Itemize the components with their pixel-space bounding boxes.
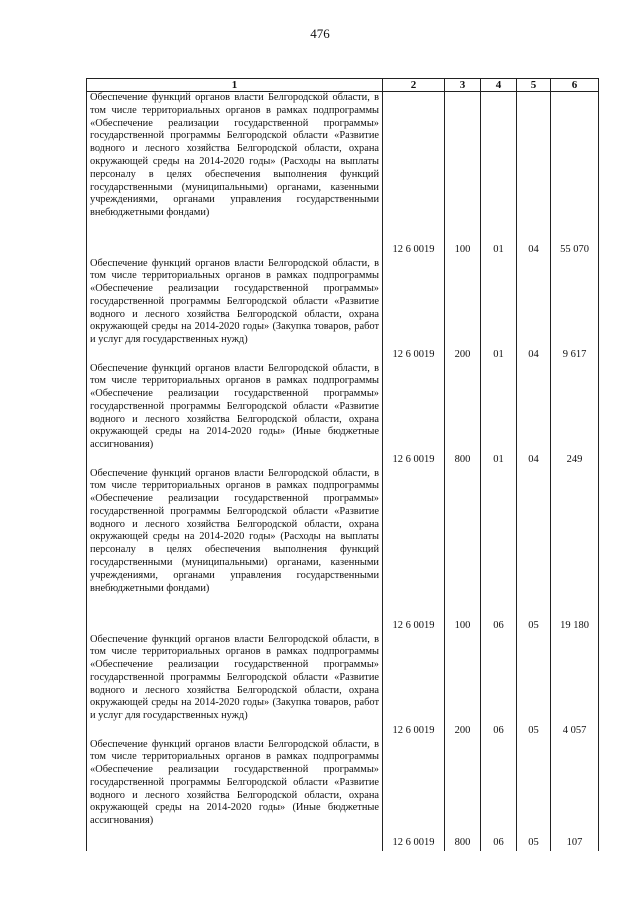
table-row <box>87 634 599 739</box>
table-row <box>87 92 599 258</box>
row-description: Обеспечение функций органов власти Белгородской области, в том числе территориальных органов в рамках подпрограммы «Обеспечение реализации государственной программы» государственной программы Белгородской области «Развитие водного и лесного хозяйства Белгородской области, охрана окружающей среды на 2014-2020 годы» (Иные бюджетные ассигнования) <box>87 363 383 468</box>
row-section: 01 <box>481 258 517 363</box>
row-expense-type: 200 <box>445 634 481 739</box>
row-subsection: 05 <box>517 468 551 634</box>
column-header: 3 <box>445 79 481 92</box>
column-header: 4 <box>481 79 517 92</box>
column-header: 1 <box>87 79 383 92</box>
row-code: 12 6 0019 <box>383 258 445 363</box>
row-amount: 55 070 <box>551 92 599 258</box>
row-description: Обеспечение функций органов власти Белгородской области, в том числе территориальных органов в рамках подпрограммы «Обеспечение реализации государственной программы» государственной программы Белгородской области «Развитие водного и лесного хозяйства Белгородской области, охрана окружающей среды на 2014-2020 годы» (Иные бюджетные ассигнования) <box>87 739 383 851</box>
row-subsection: 05 <box>517 739 551 851</box>
column-header: 2 <box>383 79 445 92</box>
row-code: 12 6 0019 <box>383 363 445 468</box>
row-section: 06 <box>481 634 517 739</box>
row-amount: 249 <box>551 363 599 468</box>
row-code: 12 6 0019 <box>383 92 445 258</box>
row-section: 06 <box>481 468 517 634</box>
table-row <box>87 258 599 363</box>
row-amount: 4 057 <box>551 634 599 739</box>
table-row <box>87 739 599 851</box>
row-subsection: 04 <box>517 363 551 468</box>
row-description: Обеспечение функций органов власти Белгородской области, в том числе территориальных органов в рамках подпрограммы «Обеспечение реализации государственной программы» государственной программы Белгородской области «Развитие водного и лесного хозяйства Белгородской области, охрана окружающей среды на 2014-2020 годы» (Закупка товаров, работ и услуг для государственных нужд) <box>87 634 383 739</box>
row-description: Обеспечение функций органов власти Белгородской области, в том числе территориальных органов в рамках подпрограммы «Обеспечение реализации государственной программы» государственной программы Белгородской области «Развитие водного и лесного хозяйства Белгородской области, охрана окружающей среды на 2014-2020 годы» (Расходы на выплаты персоналу в целях обеспечения выполнения функций государственными (муниципальными) органами, казенными учреждениями, органами управления государственными внебюджетными фондами) <box>87 92 383 258</box>
row-amount: 19 180 <box>551 468 599 634</box>
column-header: 6 <box>551 79 599 92</box>
page-number: 476 <box>310 26 330 41</box>
row-code: 12 6 0019 <box>383 739 445 851</box>
row-code: 12 6 0019 <box>383 468 445 634</box>
row-description: Обеспечение функций органов власти Белгородской области, в том числе территориальных органов в рамках подпрограммы «Обеспечение реализации государственной программы» государственной программы Белгородской области «Развитие водного и лесного хозяйства Белгородской области, охрана окружающей среды на 2014-2020 годы» (Закупка товаров, работ и услуг для государственных нужд) <box>87 258 383 363</box>
row-expense-type: 100 <box>445 468 481 634</box>
row-expense-type: 800 <box>445 739 481 851</box>
row-expense-type: 200 <box>445 258 481 363</box>
row-amount: 9 617 <box>551 258 599 363</box>
row-section: 01 <box>481 92 517 258</box>
table-header-row <box>87 79 599 92</box>
row-subsection: 04 <box>517 258 551 363</box>
row-expense-type: 800 <box>445 363 481 468</box>
table-row <box>87 363 599 468</box>
row-description: Обеспечение функций органов власти Белгородской области, в том числе территориальных органов в рамках подпрограммы «Обеспечение реализации государственной программы» государственной программы Белгородской области «Развитие водного и лесного хозяйства Белгородской области, охрана окружающей среды на 2014-2020 годы» (Расходы на выплаты персоналу в целях обеспечения выполнения функций государственными (муниципальными) органами, казенными учреждениями, органами управления государственными внебюджетными фондами) <box>87 468 383 634</box>
row-expense-type: 100 <box>445 92 481 258</box>
table-row <box>87 468 599 634</box>
row-amount: 107 <box>551 739 599 851</box>
row-subsection: 04 <box>517 92 551 258</box>
column-header: 5 <box>517 79 551 92</box>
row-subsection: 05 <box>517 634 551 739</box>
row-section: 01 <box>481 363 517 468</box>
budget-table <box>86 78 599 851</box>
row-code: 12 6 0019 <box>383 634 445 739</box>
row-section: 06 <box>481 739 517 851</box>
